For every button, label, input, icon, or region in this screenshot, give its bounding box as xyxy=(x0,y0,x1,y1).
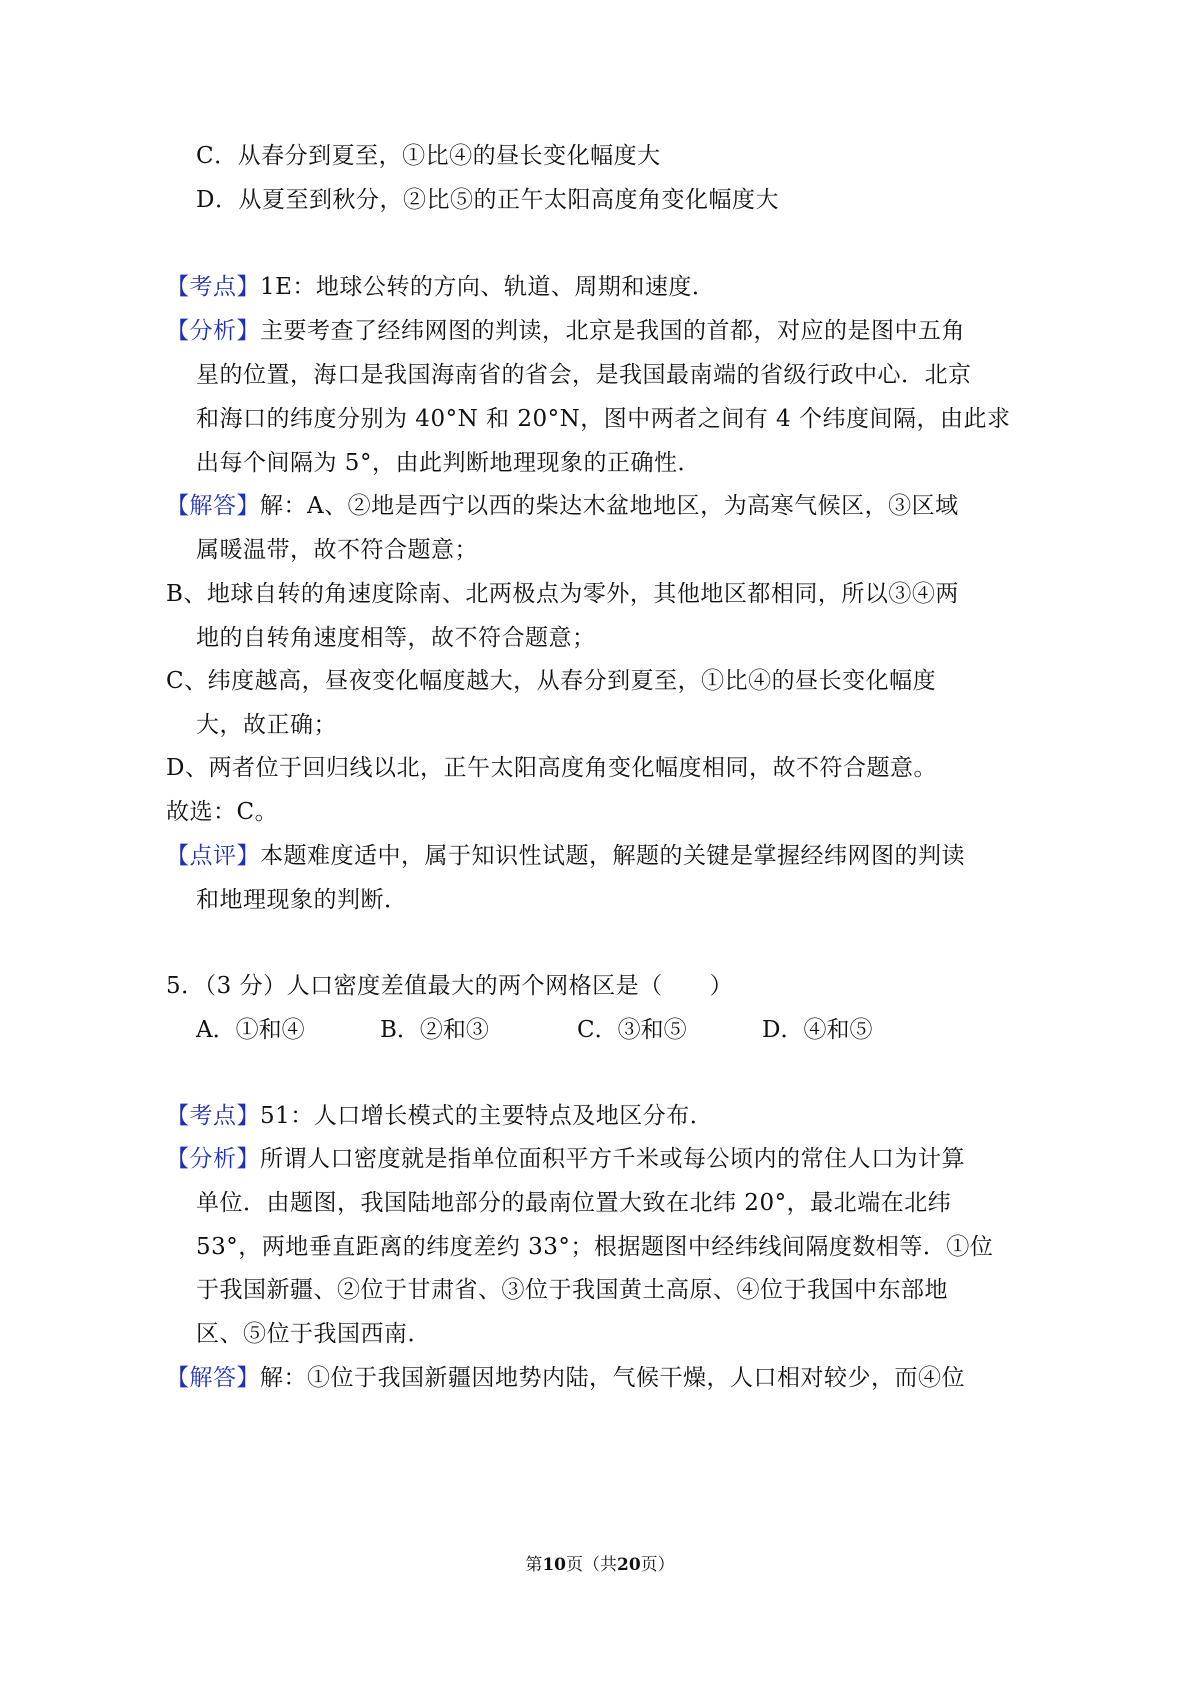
jieda-text: 解：①位于我国新疆因地势内陆，气候干燥，人口相对较少，而④位 xyxy=(260,1365,965,1391)
fenxi-text: 所谓人口密度就是指单位面积平方千米或每公顷内的常住人口为计算 xyxy=(260,1146,965,1172)
q4-fenxi-line xyxy=(166,315,965,347)
q5-option-b: B．②和③ xyxy=(380,1017,489,1043)
q4-dianping-line: 和地理现象的判断． xyxy=(196,887,408,913)
q5-option-d: D．④和⑤ xyxy=(762,1017,873,1043)
kaodian-text: 1E：地球公转的方向、轨道、周期和速度． xyxy=(260,274,716,300)
jieda-tag: 【解答】 xyxy=(166,493,260,519)
dianping-text: 本题难度适中，属于知识性试题，解题的关键是掌握经纬网图的判读 xyxy=(260,843,965,869)
option-d: D．从夏至到秋分，②比⑤的正午太阳高度角变化幅度大 xyxy=(196,187,779,213)
fenxi-tag: 【分析】 xyxy=(166,318,260,344)
page-number: 10 xyxy=(542,1555,566,1575)
footer-suffix: 页） xyxy=(640,1555,675,1575)
q4-jieda-line: C、纬度越高，昼夜变化幅度越大，从春分到夏至，①比④的昼长变化幅度 xyxy=(166,668,937,694)
page-footer xyxy=(0,1553,1200,1577)
q4-fenxi-line: 出每个间隔为 5°，由此判断地理现象的正确性． xyxy=(196,450,701,476)
q5-option-c: C．③和⑤ xyxy=(577,1017,687,1043)
footer-prefix: 第 xyxy=(525,1555,543,1575)
q4-jieda-line: B、地球自转的角速度除南、北两极点为零外，其他地区都相同，所以③④两 xyxy=(166,581,959,607)
jieda-tag: 【解答】 xyxy=(166,1365,260,1391)
q4-dianping-line xyxy=(166,840,965,872)
dianping-tag: 【点评】 xyxy=(166,843,260,869)
q4-jieda-line xyxy=(166,490,959,522)
q4-kaodian xyxy=(166,271,715,303)
q5-kaodian xyxy=(166,1100,713,1132)
total-pages: 20 xyxy=(617,1555,641,1575)
q5-fenxi-line: 53°，两地垂直距离的纬度差约 33°；根据题图中经纬线间隔度数相等．①位 xyxy=(196,1234,994,1260)
q5-fenxi-line: 于我国新疆、②位于甘肃省、③位于我国黄土高原、④位于我国中东部地 xyxy=(196,1277,948,1303)
q4-jieda-line: D、两者位于回归线以北，正午太阳高度角变化幅度相同，故不符合题意。 xyxy=(166,755,937,781)
footer-middle: 页（共 xyxy=(566,1555,617,1575)
q5-jieda-line xyxy=(166,1362,965,1394)
jieda-text: 解：A、②地是西宁以西的柴达木盆地地区，为高寒气候区，③区域 xyxy=(260,493,959,519)
kaodian-text: 51：人口增长模式的主要特点及地区分布． xyxy=(260,1103,714,1129)
q5-fenxi-line xyxy=(166,1143,965,1175)
q4-jieda-line: 地的自转角速度相等，故不符合题意； xyxy=(196,625,596,651)
q5-stem: 5．（3 分）人口密度差值最大的两个网格区是（ ） xyxy=(166,973,734,999)
q5-option-a: A．①和④ xyxy=(196,1017,305,1043)
q4-jieda-line: 属暖温带，故不符合题意； xyxy=(196,537,478,563)
fenxi-text: 主要考查了经纬网图的判读，北京是我国的首都，对应的是图中五角 xyxy=(260,318,965,344)
fenxi-tag: 【分析】 xyxy=(166,1146,260,1172)
q5-fenxi-line: 单位．由题图，我国陆地部分的最南位置大致在北纬 20°，最北端在北纬 xyxy=(196,1190,952,1216)
q5-fenxi-line: 区、⑤位于我国西南． xyxy=(196,1321,431,1347)
q4-jieda-line: 故选：C。 xyxy=(166,799,279,825)
option-c: C．从春分到夏至，①比④的昼长变化幅度大 xyxy=(196,143,661,169)
q4-fenxi-line: 和海口的纬度分别为 40°N 和 20°N，图中两者之间有 4 个纬度间隔，由此求 xyxy=(196,406,1011,432)
kaodian-tag: 【考点】 xyxy=(166,274,260,300)
kaodian-tag: 【考点】 xyxy=(166,1103,260,1129)
q4-jieda-line: 大，故正确； xyxy=(196,712,337,738)
q4-fenxi-line: 星的位置，海口是我国海南省的省会，是我国最南端的省级行政中心．北京 xyxy=(196,362,972,388)
